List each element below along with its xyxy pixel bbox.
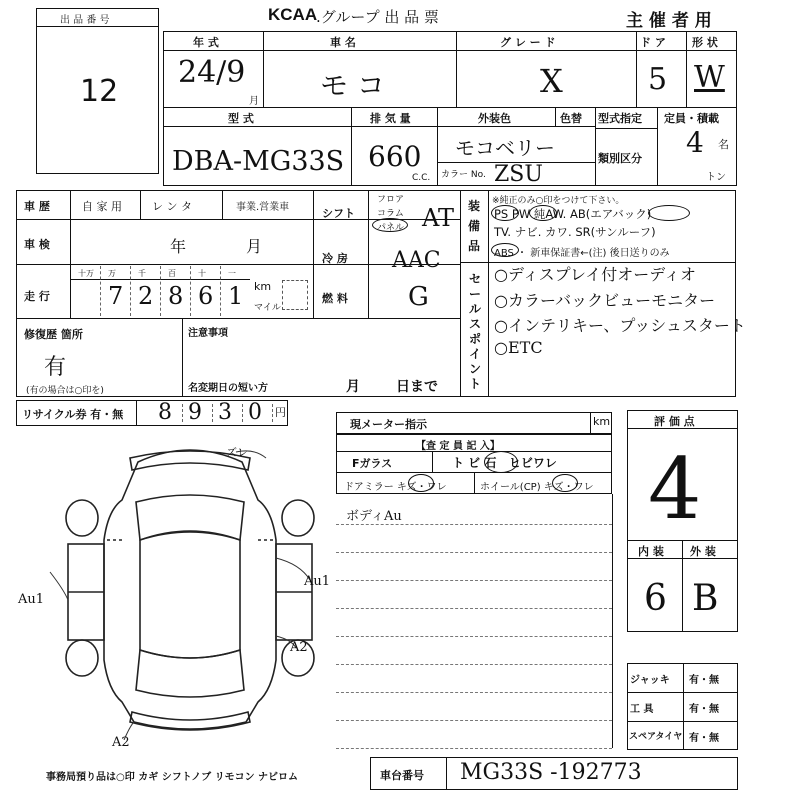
note-line (336, 636, 612, 637)
divider (595, 107, 596, 186)
divider (182, 404, 183, 422)
ac-label: 冷 房 (322, 252, 348, 265)
equip-circle-ps (491, 205, 519, 221)
caution-label: 注意事項 (188, 328, 228, 339)
score-overall: 4 (648, 440, 702, 538)
tool-spare-value[interactable]: 有・無 (689, 733, 719, 744)
divider (100, 266, 101, 316)
divider (140, 190, 141, 219)
sales-point-2: ○カラーバックビューモニター (494, 291, 716, 310)
glass-label: Fガラス (352, 457, 393, 470)
displacement-label: 排 気 量 (370, 112, 411, 125)
note-line (336, 692, 612, 693)
header-brand: KCAA (268, 5, 318, 24)
ac-value: AAC (392, 248, 441, 273)
mirror-label: ドアミラー キズ・ワレ (344, 482, 447, 493)
inspection-label: 車 検 (24, 238, 50, 251)
model-value: DBA-MG33S (172, 146, 345, 177)
shift-label: シフト (322, 207, 355, 220)
divider (488, 190, 489, 397)
divider (686, 31, 687, 107)
divider (242, 404, 243, 422)
doors-value: 5 (648, 62, 668, 97)
inspection-year: 年 (170, 237, 187, 256)
color-change-label: 色替 (560, 112, 582, 125)
divider (351, 107, 352, 186)
recycle-digit: 9 (188, 400, 202, 425)
divider (36, 26, 159, 27)
model-label: 型 式 (228, 112, 254, 125)
glass-options: ト ビ 石 ヒビワレ (452, 456, 557, 470)
mileage-digit-header: 千 (138, 269, 146, 278)
tool-spare-label: スペアタイヤ (629, 732, 683, 742)
tool-jack-label: ジャッキ (630, 675, 670, 686)
mileage-digit-header: 十 (198, 269, 206, 278)
shift-panel-circle (372, 218, 408, 232)
shift-option-column[interactable]: コラム (377, 209, 404, 219)
equip-circle-abs (491, 243, 519, 257)
repair-label: 修復歴 箇所 (24, 328, 83, 341)
history-option-private[interactable]: 自 家 用 (82, 200, 122, 213)
equipment-row-2: TV. ナビ. カワ. SR(サンルーフ) (494, 225, 656, 239)
equipment-note: ※純正のみ○印をつけて下さい。 (492, 196, 625, 206)
year-suffix: 月 (249, 96, 259, 107)
tire-front-left (66, 500, 98, 536)
damage-mark-right-upper: Au1 (304, 574, 331, 589)
rear-window (136, 650, 244, 697)
exterior-value: B (692, 578, 719, 619)
cc-unit: C.C. (412, 173, 431, 183)
recycle-digit: 0 (248, 400, 262, 425)
divider (336, 451, 612, 452)
rear-bumper (130, 712, 250, 730)
divider (212, 404, 213, 422)
divider (446, 757, 447, 790)
divider (432, 451, 433, 472)
sales-point-3: ○インテリキー、プッシュスタート (494, 316, 746, 335)
interior-value: 6 (644, 578, 667, 619)
divider (160, 266, 161, 316)
office-note: 事務局預り品は○印 カギ シフトノブ リモコン ナビロム (46, 772, 299, 783)
year-value: 24/9 (178, 55, 246, 90)
mileage-digit: 7 (108, 282, 124, 310)
inspector-note: ボディAu (346, 509, 402, 524)
divider (220, 266, 221, 316)
mileage-digit: 6 (198, 282, 214, 310)
history-option-business[interactable]: 事業.営業車 (236, 202, 290, 213)
mileage-label: 走 行 (24, 290, 50, 303)
divider (130, 266, 131, 316)
exterior-label: 外 装 (690, 545, 716, 558)
divider (263, 31, 264, 107)
damage-mark-left: Au1 (18, 592, 45, 607)
mileage-digit-header: 十万 (78, 269, 94, 278)
divider (590, 412, 591, 434)
name-change-label: 名変期日の短い方 (188, 383, 268, 394)
divider (190, 266, 191, 316)
divider (474, 472, 475, 494)
note-line (336, 524, 612, 525)
note-line (336, 664, 612, 665)
mileage-digit-header: 百 (168, 269, 176, 278)
note-line (336, 580, 612, 581)
km-unit: km (254, 280, 272, 293)
equip-circle-airbag (648, 205, 690, 221)
history-option-rental[interactable]: レ ン タ (152, 200, 192, 213)
mileage-digit: 1 (228, 282, 244, 310)
displacement-value: 660 (368, 140, 422, 173)
note-line (336, 720, 612, 721)
divider (136, 400, 137, 426)
divider (682, 540, 683, 632)
equipment-row-3: ABS ・ 新車保証書←(注) 後日送りのみ (494, 248, 670, 259)
interior-label: 内 装 (638, 545, 664, 558)
mile-unit: マイル (254, 303, 281, 313)
tire-front-right (282, 500, 314, 536)
mileage-digit-header: 万 (108, 269, 116, 278)
chassis-value: MG33S -192773 (460, 760, 642, 785)
header-title: .グループ 出 品 票 (316, 8, 439, 26)
damage-mark-bottom: A2 (112, 735, 130, 750)
class-code-label: 類別区分 (598, 152, 642, 165)
equipment-row-1: PS PW 純AW. AB(エアバック) (494, 207, 652, 221)
divider (313, 190, 314, 318)
chassis-label: 車台番号 (380, 769, 424, 782)
doors-label: ド ア (640, 36, 666, 49)
divider (683, 663, 684, 750)
history-label: 車 歴 (24, 200, 50, 213)
equipment-label: 装備品 (468, 199, 481, 253)
inspector-title: 【査 定 員 記 入】 (416, 441, 500, 452)
divider (612, 494, 613, 748)
divider (456, 31, 457, 107)
car-diagram (40, 440, 340, 740)
mileage-digit: 2 (138, 282, 154, 310)
capacity-value: 4 (686, 126, 704, 159)
load-unit: トン (706, 172, 726, 183)
inspection-month: 月 (246, 237, 263, 256)
recycle-digit: 3 (218, 400, 232, 425)
grade-label: グ レ ー ド (500, 36, 556, 49)
tire-rear-left (66, 640, 98, 676)
tool-jack-value[interactable]: 有・無 (689, 675, 719, 686)
sales-point-1: ○ディスプレイ付オーディオ (494, 265, 696, 284)
divider (368, 190, 369, 318)
recycle-unit: 円 (275, 406, 286, 419)
shift-value: AT (422, 204, 455, 232)
car-cabin (140, 531, 240, 658)
divider (163, 50, 737, 51)
fuel-value: G (408, 282, 429, 312)
note-line (336, 608, 612, 609)
damage-mark-top: ズレ (226, 446, 248, 459)
sales-points-label: セールスポイント (469, 272, 482, 391)
shift-option-floor[interactable]: フロア (377, 195, 405, 205)
name-change-month: 月 (346, 379, 360, 395)
mileage-digit-header: 一 (228, 269, 236, 278)
name-change-day: 日まで (396, 379, 438, 395)
divider (595, 128, 657, 129)
exterior-color-label: 外装色 (478, 112, 511, 125)
capacity-label: 定員・積載 (664, 112, 719, 125)
lot-number: 12 (80, 74, 119, 109)
windshield (136, 495, 244, 540)
type-designation-label: 型式指定 (598, 112, 642, 125)
divider (163, 126, 595, 127)
capacity-unit: 名 (718, 138, 729, 151)
tool-kit-value[interactable]: 有・無 (689, 704, 719, 715)
car-name-value: モ コ (320, 69, 385, 102)
color-value: モコベリー (455, 136, 555, 160)
car-outline (104, 450, 276, 729)
note-line (336, 552, 612, 553)
divider (70, 190, 71, 318)
divider (437, 107, 438, 186)
divider (272, 404, 273, 422)
wheel-scratch-circle (552, 474, 578, 492)
mile-checkbox[interactable] (282, 280, 308, 310)
color-code-label: カラー No. (441, 170, 486, 180)
divider (163, 107, 737, 108)
grade-value: X (540, 62, 563, 100)
meter-label: 現メーター指示 (350, 418, 427, 431)
car-name-label: 車 名 (330, 36, 356, 49)
wheel-label: ホイール(CP) キズ・ワレ (480, 482, 594, 493)
copy-label: 主 催 者 用 (626, 11, 712, 31)
divider (222, 190, 223, 219)
shape-value: W (694, 60, 725, 95)
fuel-label: 燃 料 (322, 292, 348, 305)
sales-point-4: ○ETC (494, 338, 543, 357)
glass-stone-circle (484, 451, 518, 473)
shift-option-panel[interactable]: パネル (377, 223, 405, 233)
repair-value: 有 (44, 355, 67, 380)
divider (555, 107, 556, 126)
note-line (336, 748, 612, 749)
shape-label: 形 状 (692, 36, 718, 49)
equip-circle-pw (529, 205, 557, 221)
mileage-digit: 8 (168, 282, 184, 310)
color-code-value: ZSU (494, 162, 543, 187)
recycle-digit: 8 (158, 400, 172, 425)
tool-kit-label: 工 具 (630, 704, 654, 715)
divider (16, 318, 460, 319)
lot-number-label: 出 品 番 号 (60, 15, 110, 26)
repair-note: (有の場合は○印を) (26, 386, 104, 396)
meter-km-unit: km (593, 415, 611, 428)
year-label: 年 式 (193, 36, 219, 49)
mirror-scratch-circle (408, 474, 434, 492)
divider (182, 318, 183, 397)
divider (460, 190, 461, 397)
recycle-label: リサイクル券 有・無 (22, 408, 124, 421)
damage-mark-right-lower: A2 (290, 640, 308, 655)
divider (636, 31, 637, 107)
score-label: 評 価 点 (654, 415, 695, 428)
divider (657, 107, 658, 186)
